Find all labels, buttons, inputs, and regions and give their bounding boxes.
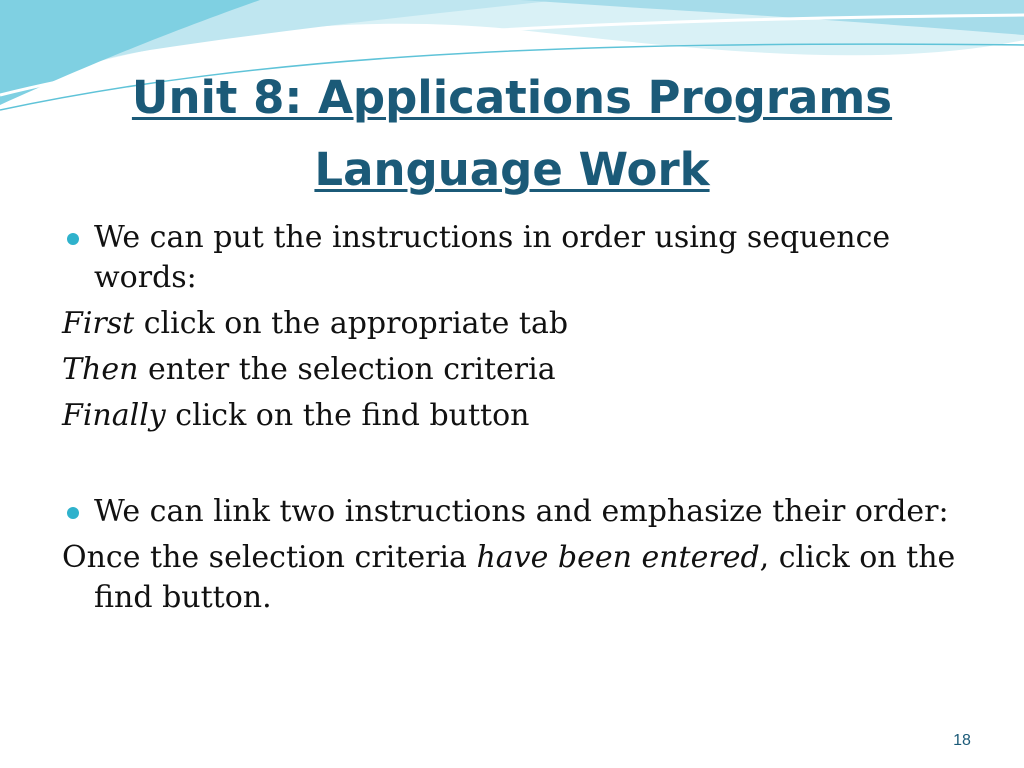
example-line-then: [62, 350, 962, 390]
bullet-dot-icon: [67, 507, 79, 519]
sequence-word: First: [62, 306, 135, 341]
example-line-first: [62, 304, 962, 344]
example-text: click on the appropriate tab: [134, 306, 569, 341]
example-text: click on the find button: [165, 398, 530, 433]
bullet-text: We can link two instructions and emphasize their order:: [94, 494, 949, 529]
bullet-sequence-words: [62, 218, 962, 298]
bullet-link-instructions: [62, 492, 962, 532]
bullet-text: We can put the instructions in order using sequence words:: [94, 220, 891, 295]
sequence-word: Then: [62, 352, 139, 387]
example-line-once: [62, 538, 962, 618]
example-text: enter the selection criteria: [138, 352, 556, 387]
slide-body: [62, 218, 962, 624]
example-text: , click on the find button.: [94, 540, 956, 615]
bullet-dot-icon: [67, 233, 79, 245]
slide-title: [0, 62, 1024, 206]
title-line-2: Language Work: [314, 143, 710, 196]
example-line-finally: [62, 396, 962, 436]
sequence-word: Finally: [62, 398, 166, 433]
title-line-1: Unit 8: Applications Programs: [131, 71, 893, 124]
example-text: Once the selection criteria: [62, 540, 477, 575]
emphasized-phrase: have been entered: [476, 540, 760, 575]
spacer: [62, 442, 962, 492]
page-number: 18: [953, 732, 971, 749]
